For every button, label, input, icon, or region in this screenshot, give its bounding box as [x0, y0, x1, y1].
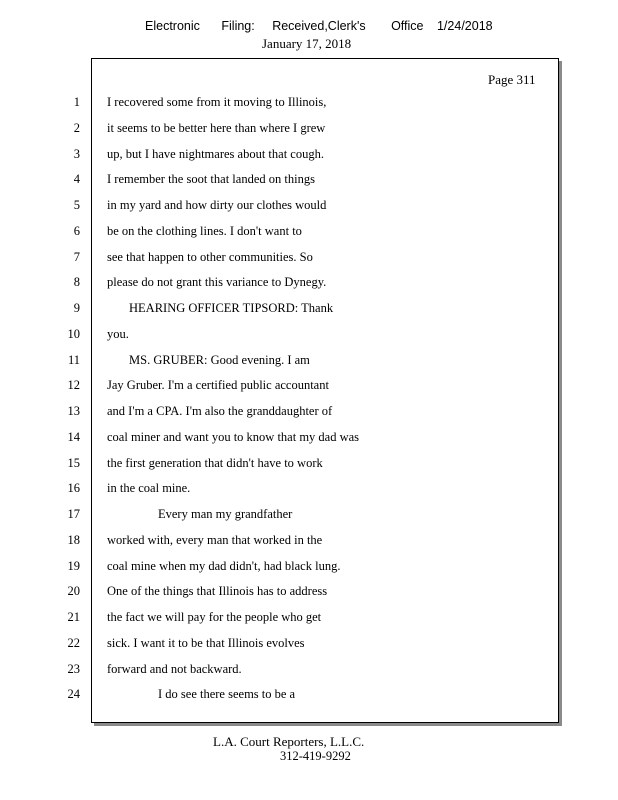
line-number: 20: [67, 584, 80, 599]
line-text: worked with, every man that worked in the: [107, 532, 323, 547]
line-number: 22: [67, 635, 80, 650]
filing-stamp-received: Received,Clerk's: [272, 19, 366, 33]
line-number: 2: [73, 120, 80, 135]
line-number: 9: [73, 301, 80, 315]
line-text: up, but I have nightmares about that cough.: [107, 146, 324, 161]
page-number: Page 311: [488, 72, 536, 87]
line-number: 5: [73, 198, 80, 212]
line-text: One of the things that Illinois has to address: [107, 584, 328, 599]
line-number: 1: [73, 95, 80, 109]
reporter-phone: 312-419-9292: [280, 749, 351, 763]
line-text: sick. I want it to be that Illinois evolves: [107, 635, 305, 650]
line-number: 23: [67, 661, 80, 676]
line-number: 6: [73, 223, 80, 238]
line-number: 21: [67, 610, 80, 624]
line-text: be on the clothing lines. I don't want to: [107, 223, 302, 238]
line-number: 16: [67, 481, 80, 496]
line-number: 14: [67, 429, 80, 444]
line-text: it seems to be better here than where I grew: [107, 120, 326, 135]
line-text: coal mine when my dad didn't, had black lung.: [107, 558, 341, 573]
filing-stamp-office: Office: [391, 19, 424, 33]
filing-stamp-electronic: Electronic: [145, 19, 200, 33]
line-text: in my yard and how dirty our clothes would: [107, 198, 327, 212]
line-number: 10: [67, 326, 80, 341]
line-number: 17: [67, 507, 80, 521]
line-text: coal miner and want you to know that my dad was: [107, 429, 360, 444]
line-number: 8: [73, 275, 80, 290]
filing-stamp-date: 1/24/2018: [436, 19, 493, 33]
line-number: 11: [67, 352, 80, 367]
line-text: see that happen to other communities. So: [107, 249, 313, 264]
line-text: HEARING OFFICER TIPSORD: Thank: [129, 301, 334, 315]
line-number: 12: [67, 378, 80, 393]
filing-stamp-filing: Filing:: [221, 19, 255, 33]
line-text: I remember the soot that landed on things: [107, 172, 315, 187]
hearing-date: January 17, 2018: [262, 36, 352, 51]
line-number: 15: [67, 455, 80, 470]
line-text: in the coal mine.: [107, 481, 191, 496]
line-text: I recovered some from it moving to Illinois,: [107, 95, 327, 109]
line-number: 24: [67, 687, 80, 702]
line-number: 7: [73, 249, 80, 264]
line-text: forward and not backward.: [107, 661, 242, 676]
line-text: Jay Gruber. I'm a certified public accountant: [107, 378, 329, 393]
line-text: the fact we will pay for the people who get: [107, 610, 322, 624]
line-text: MS. GRUBER: Good evening. I am: [129, 352, 310, 367]
line-text: I do see there seems to be a: [158, 687, 296, 702]
reporter-company: L.A. Court Reporters, L.L.C.: [213, 734, 365, 749]
line-number: 18: [67, 532, 80, 547]
line-number: 19: [67, 558, 80, 573]
line-number: 4: [73, 172, 80, 187]
filing-stamp: [145, 19, 493, 33]
line-text: Every man my grandfather: [158, 507, 293, 521]
line-text: you.: [107, 326, 129, 341]
line-number: 3: [73, 146, 80, 161]
line-text: and I'm a CPA. I'm also the granddaughter of: [107, 404, 333, 418]
line-text: please do not grant this variance to Dynegy.: [107, 275, 327, 290]
line-number: 13: [67, 404, 80, 418]
line-text: the first generation that didn't have to work: [107, 455, 323, 470]
